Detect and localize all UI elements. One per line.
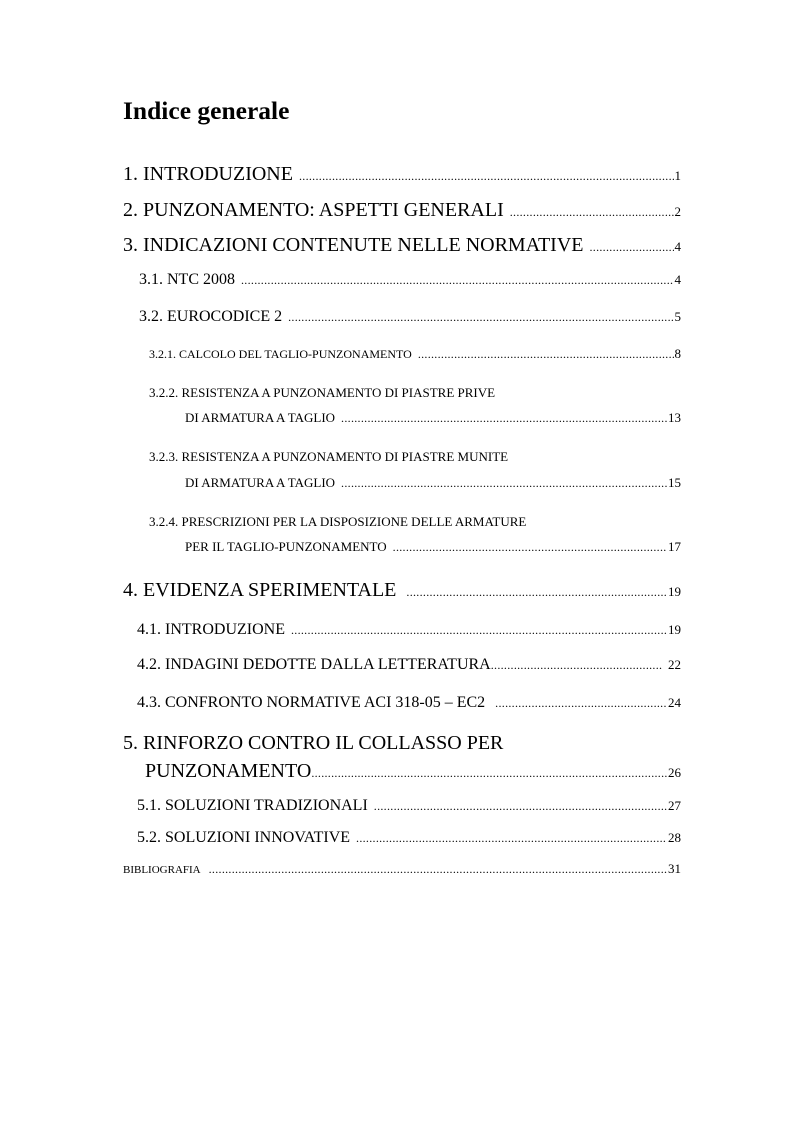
toc-page-number: 5	[674, 309, 681, 324]
toc-page-number: 15	[668, 475, 681, 490]
toc-page-number: 28	[668, 830, 681, 845]
toc-entry-3[interactable]	[123, 234, 681, 257]
toc-entry-label: PER IL TAGLIO-PUNZONAMENTO	[185, 539, 387, 554]
toc-entry-4-3[interactable]	[137, 694, 681, 712]
toc-entry-label: 3.2. EUROCODICE 2	[139, 308, 283, 325]
toc-dot-leader	[341, 476, 667, 491]
toc-page-number: 4	[674, 239, 681, 254]
toc-entry-3-2-2[interactable]	[185, 410, 681, 426]
toc-page-number: 8	[674, 346, 681, 361]
toc-entry-label: 3.1. NTC 2008	[139, 271, 235, 288]
toc-dot-leader	[495, 696, 667, 711]
toc-entry-3-2-1[interactable]	[149, 346, 681, 362]
toc-dot-leader	[291, 623, 667, 638]
toc-entry-label: 4.2. INDAGINI DEDOTTE DALLA LETTERATURA	[137, 656, 491, 673]
toc-entry-1[interactable]	[123, 163, 681, 186]
toc-dot-leader	[418, 347, 674, 362]
page-title: Indice generale	[123, 96, 290, 125]
toc-entry-label: DI ARMATURA A TAGLIO	[185, 410, 336, 425]
toc-entry-label: BIBLIOGRAFIA	[123, 864, 201, 876]
toc-page-number: 19	[668, 622, 681, 637]
toc-entry-4-2[interactable]	[137, 656, 681, 674]
toc-dot-leader	[356, 831, 667, 846]
toc-entry-3-2-3-line1[interactable]: 3.2.3. RESISTENZA A PUNZONAMENTO DI PIASTRE MUNITE	[149, 449, 509, 464]
toc-dot-leader	[374, 799, 667, 814]
toc-entry-bibliografia[interactable]	[123, 861, 681, 877]
toc-entry-label: 4.3. CONFRONTO NORMATIVE ACI 318-05 – EC2	[137, 694, 486, 711]
toc-entry-3-2-2-line1[interactable]: 3.2.2. RESISTENZA A PUNZONAMENTO DI PIASTRE PRIVE	[149, 385, 496, 400]
toc-page-number: 4	[674, 272, 681, 287]
toc-page-number: 2	[674, 204, 681, 219]
toc-dot-leader	[589, 240, 673, 255]
toc-entry-label: 1. INTRODUZIONE	[123, 163, 293, 185]
toc-entry-2[interactable]	[123, 199, 681, 222]
toc-entry-4[interactable]	[123, 579, 681, 602]
toc-entry-3-2-4-line1[interactable]: 3.2.4. PRESCRIZIONI PER LA DISPOSIZIONE DELLE ARMATURE	[149, 514, 527, 529]
toc-entry-label: 5.2. SOLUZIONI INNOVATIVE	[137, 829, 351, 846]
toc-entry-label: PUNZONAMENTO	[145, 760, 312, 782]
toc-page-number: 17	[668, 539, 681, 554]
toc-page-number: 19	[668, 584, 681, 599]
toc-dot-leader	[241, 273, 674, 288]
toc-entry-label: 5.1. SOLUZIONI TRADIZIONALI	[137, 797, 368, 814]
toc-page-number: 27	[668, 798, 681, 813]
toc-entry-label: DI ARMATURA A TAGLIO	[185, 475, 336, 490]
toc-entry-label: 4.1. INTRODUZIONE	[137, 621, 285, 638]
toc-page-number: 31	[668, 861, 681, 876]
toc-entry-label: 2. PUNZONAMENTO: ASPETTI GENERALI	[123, 199, 504, 221]
toc-page-number: 24	[668, 695, 681, 710]
toc-entry-5-1[interactable]	[137, 797, 681, 815]
toc-entry-label: 3. INDICAZIONI CONTENUTE NELLE NORMATIVE	[123, 234, 584, 256]
toc-dot-leader	[341, 411, 667, 426]
toc-dot-leader	[209, 862, 667, 877]
toc-dot-leader	[491, 658, 662, 673]
toc-entry-4-1[interactable]	[137, 621, 681, 639]
toc-page-number: 26	[668, 765, 681, 780]
toc-page-number: 22	[668, 657, 681, 672]
toc-entry-3-2[interactable]	[139, 308, 681, 326]
toc-dot-leader	[311, 766, 667, 781]
toc-dot-leader	[393, 540, 667, 555]
toc-dot-leader	[288, 310, 673, 325]
toc-entry-3-1[interactable]	[139, 271, 681, 289]
toc-entry-label: 3.2.1. CALCOLO DEL TAGLIO-PUNZONAMENTO	[149, 347, 412, 361]
toc-page-number: 13	[668, 410, 681, 425]
toc-entry-5[interactable]	[145, 760, 681, 783]
toc-entry-3-2-3[interactable]	[185, 475, 681, 491]
toc-page-number: 1	[674, 168, 681, 183]
toc-dot-leader	[510, 205, 674, 220]
toc-entry-5-2[interactable]	[137, 829, 681, 847]
toc-entry-3-2-4[interactable]	[185, 539, 681, 555]
toc-dot-leader	[299, 169, 674, 184]
toc-dot-leader	[406, 585, 667, 600]
toc-entry-label: 4. EVIDENZA SPERIMENTALE	[123, 579, 397, 601]
toc-entry-5-line1[interactable]: 5. RINFORZO CONTRO IL COLLASSO PER	[123, 732, 504, 754]
